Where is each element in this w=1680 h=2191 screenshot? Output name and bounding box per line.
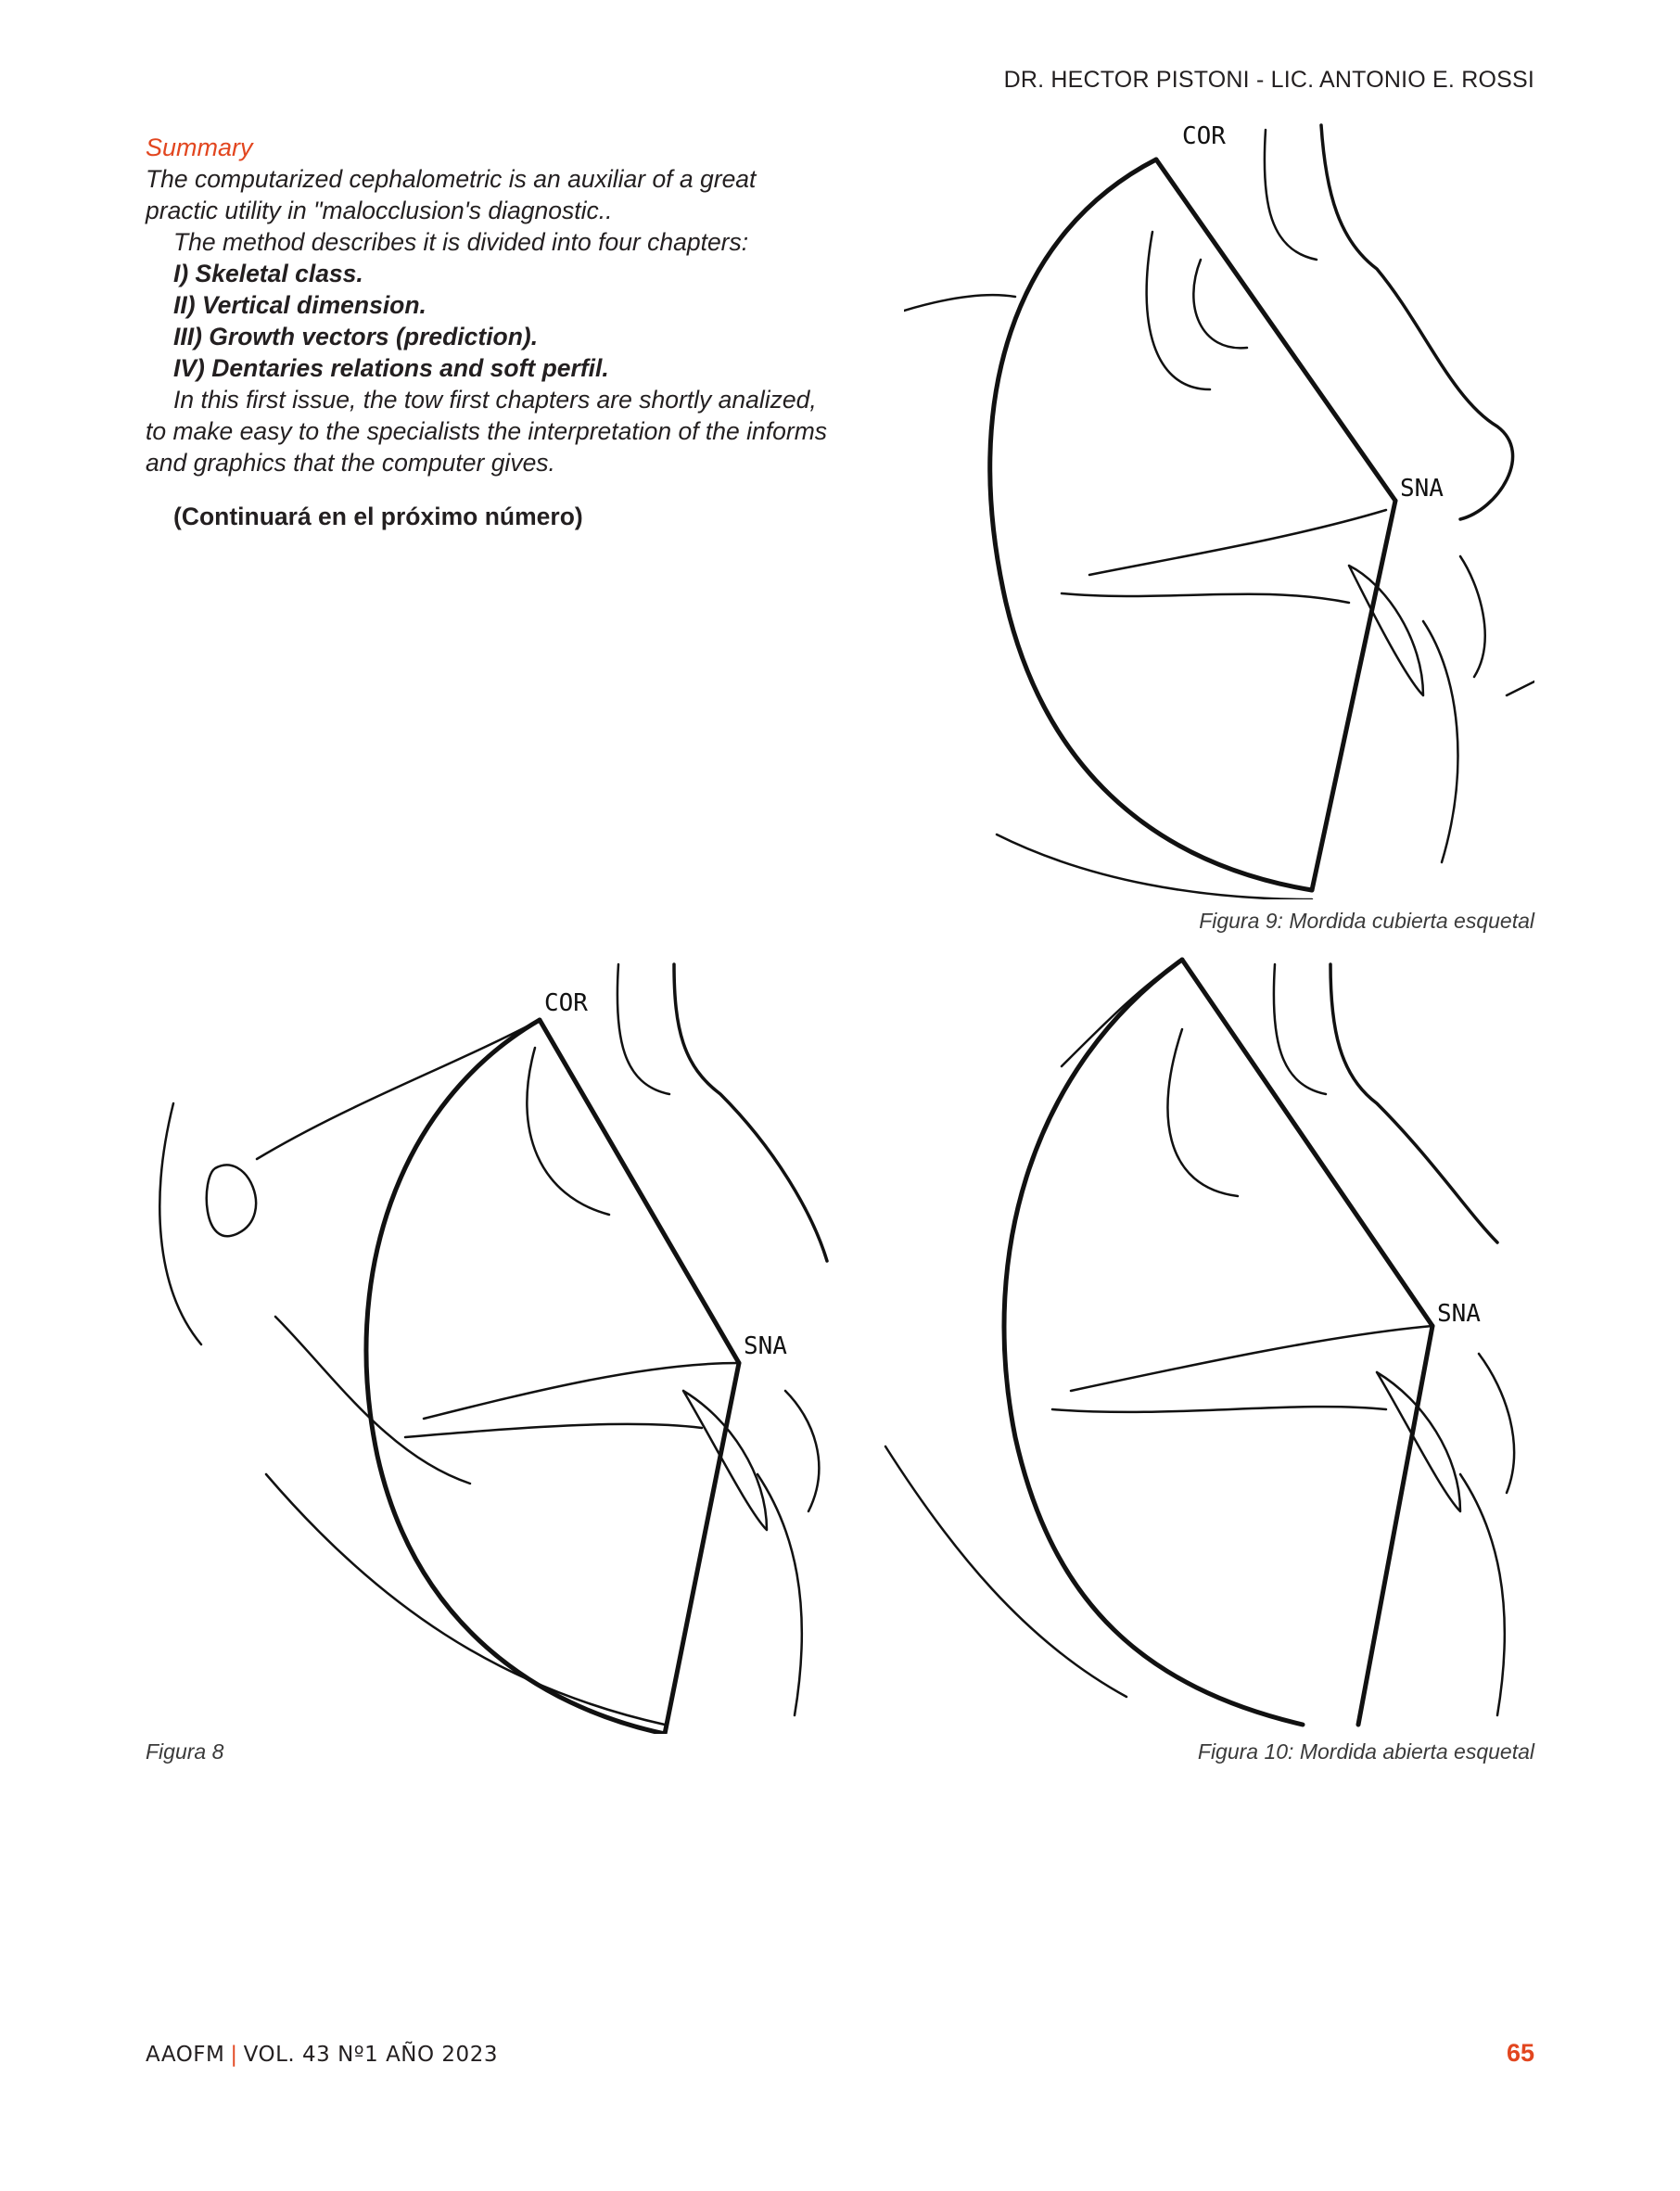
lower-jaw-outline bbox=[266, 1474, 665, 1725]
palate-line bbox=[1071, 1326, 1432, 1391]
chapter-item: I) Skeletal class. bbox=[173, 260, 363, 287]
label-sna: SNA bbox=[1437, 1300, 1481, 1328]
figure-9-drawing bbox=[904, 121, 1534, 899]
figure-8-caption: Figura 8 bbox=[146, 1739, 224, 1764]
chapter-item: II) Vertical dimension. bbox=[173, 291, 426, 319]
soft-profile bbox=[1321, 125, 1513, 519]
chin-outline bbox=[1460, 1474, 1505, 1715]
summary-section bbox=[146, 132, 828, 478]
orbit-curve bbox=[1167, 1029, 1238, 1196]
chin-outline bbox=[1423, 621, 1457, 862]
soft-profile bbox=[1330, 964, 1497, 1242]
palate-line-lower bbox=[1062, 593, 1349, 603]
journal-name: AAOFM bbox=[146, 2043, 225, 2067]
orbit-curve bbox=[1147, 232, 1210, 389]
label-sna: SNA bbox=[1400, 475, 1444, 503]
footer-journal-info bbox=[146, 2043, 498, 2067]
continued-note: (Continuará en el próximo número) bbox=[173, 503, 583, 530]
palate-line bbox=[1089, 510, 1386, 575]
mandible-outline bbox=[275, 1317, 470, 1484]
nasal-outline bbox=[1274, 964, 1326, 1094]
sna-lower-line bbox=[665, 1363, 739, 1734]
label-sna: SNA bbox=[744, 1332, 787, 1360]
lip-outline bbox=[1479, 1354, 1514, 1493]
figure-10-caption: Figura 10: Mordida abierta esquetal bbox=[1197, 1739, 1534, 1764]
figure-10-drawing bbox=[867, 955, 1534, 1734]
incisor-outline bbox=[683, 1391, 767, 1530]
cephalometric-arc bbox=[366, 1020, 665, 1734]
palate-line bbox=[424, 1363, 739, 1419]
summary-method: The method describes it is divided into four chapters: bbox=[173, 228, 749, 256]
palate-line-lower bbox=[1052, 1407, 1386, 1412]
summary-intro: The computarized cephalometric is an auxiliar of a great practic utility in "malocclusion's diagnostic.. bbox=[146, 165, 757, 224]
figure-8-drawing bbox=[146, 955, 832, 1734]
running-header: DR. HECTOR PISTONI - LIC. ANTONIO E. ROSSI bbox=[1003, 67, 1534, 93]
lower-jaw-outline bbox=[997, 834, 1312, 899]
cor-sna-line bbox=[540, 1020, 739, 1363]
orbit-inner bbox=[1193, 260, 1247, 348]
journal-volume: VOL. 43 Nº1 AÑO 2023 bbox=[243, 2043, 498, 2067]
figure-9 bbox=[904, 121, 1534, 899]
chapter-item: IV) Dentaries relations and soft perfil. bbox=[173, 354, 609, 382]
ear-outline bbox=[207, 1165, 256, 1236]
chin-outline bbox=[757, 1474, 802, 1715]
footer-separator: | bbox=[230, 2043, 238, 2067]
figure-9-caption: Figura 9: Mordida cubierta esquetal bbox=[1199, 909, 1534, 933]
label-cor: COR bbox=[544, 989, 588, 1017]
nasal-outline bbox=[1265, 130, 1317, 260]
label-cor: COR bbox=[1182, 122, 1226, 150]
cor-sna-line bbox=[1156, 159, 1395, 501]
summary-heading: Summary bbox=[146, 134, 253, 161]
lip-outline bbox=[1460, 556, 1485, 677]
skull-outline bbox=[159, 1103, 201, 1344]
summary-closing: In this first issue, the tow first chapters are shortly analized, to make easy to the specialists the interpretation of the informs and graphics that the computer gives. bbox=[146, 386, 828, 477]
figure-8 bbox=[146, 955, 832, 1734]
sna-lower-line bbox=[1312, 501, 1395, 890]
soft-profile bbox=[674, 964, 827, 1261]
throat-line bbox=[1507, 677, 1534, 695]
cor-sna-line bbox=[1182, 960, 1432, 1326]
nasal-outline bbox=[617, 964, 669, 1094]
lip-outline bbox=[785, 1391, 819, 1511]
mandible-outline bbox=[885, 1446, 1126, 1697]
page-number: 65 bbox=[1506, 2039, 1534, 2067]
palate-line-lower bbox=[405, 1424, 702, 1437]
cephalometric-arc bbox=[990, 159, 1312, 890]
chapter-item: III) Growth vectors (prediction). bbox=[173, 323, 539, 350]
cranial-base bbox=[257, 1020, 540, 1159]
sketch-left bbox=[904, 295, 1015, 311]
figure-10 bbox=[867, 955, 1534, 1734]
